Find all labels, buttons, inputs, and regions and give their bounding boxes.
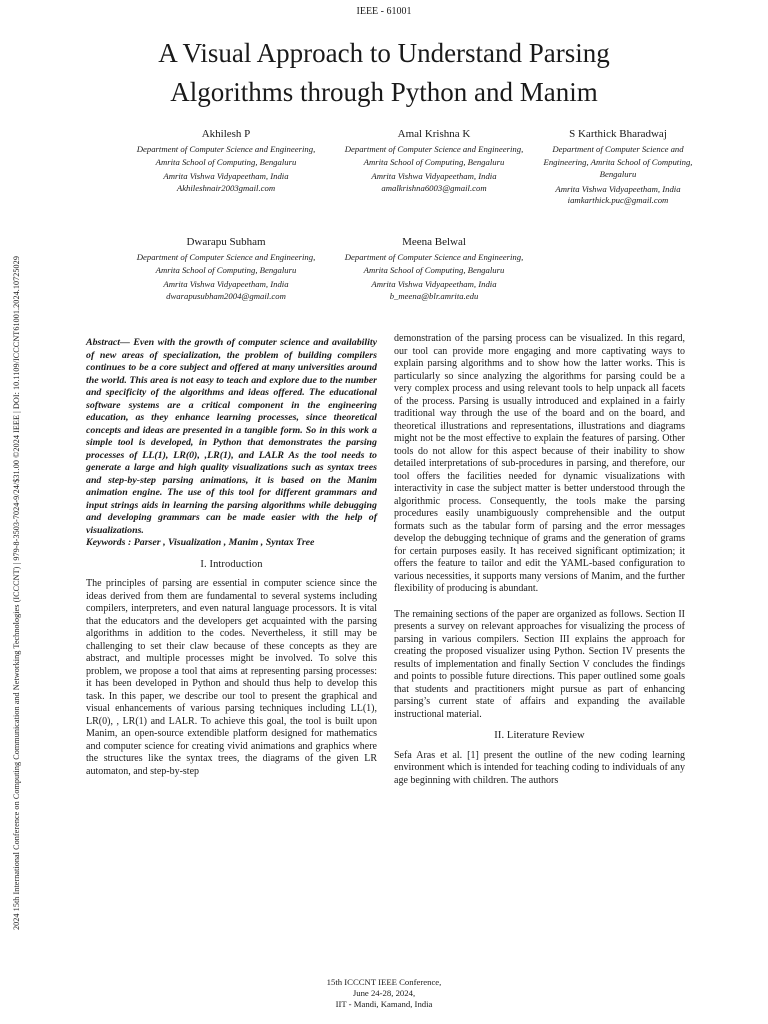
author-affiliation: Department of Computer Science and Engineering, Amrita School of Computing, Bengaluru — [344, 252, 524, 275]
right-column — [394, 333, 685, 787]
author-block — [540, 128, 696, 206]
footer-location: IIT - Mandi, Kamand, India — [335, 999, 433, 1009]
section-heading: I. Introduction — [200, 558, 263, 570]
author-name: Amal Krishna K — [397, 128, 471, 140]
keywords: Keywords : Parser , Visualization , Manim , Syntax Tree — [86, 537, 315, 548]
author-email: Akhileshnair2003gmail.com — [176, 182, 276, 193]
author-institution: Amrita Vishwa Vidyapeetham, India — [371, 279, 497, 289]
paragraph: The principles of parsing are essential in computer science since the ideas derived from them are fundamental to several systems including compilers, interpreters, and even natural language processors. It is vital that the educators and the developers get acquainted with the parsing algorithms in addition to the codes. Nevertheless, it still may be challenging to set their claw because of these concepts as they are abstract, and multiple processes might be involved. To solve this problem, we propose a tool that aims at representing parsing processes: it has been developed in Python and should thus help to develop this task. In this paper, we describe our tool to present the graphical and visual enhancements of various parsing techniques including LL(1), LR(0), , LR(1) and LALR. To achieve this goal, the tool is built upon Manim, an open-source extendible platform designed for mathematics and computer science for creating vivid animations and graphics where the structures like the syntax trees, the diagrams of the given LR automaton, and step-by-step — [86, 578, 377, 777]
author-block — [128, 128, 324, 194]
footer — [0, 977, 768, 1010]
author-block — [336, 236, 532, 302]
author-institution: Amrita Vishwa Vidyapeetham, India — [555, 183, 681, 194]
author-email: amalkrishna6003@gmail.com — [381, 182, 487, 193]
author-email: iamkarthick.puc@gmail.com — [567, 195, 669, 205]
section-heading: II. Literature Review — [494, 730, 585, 741]
author-institution: Amrita Vishwa Vidyapeetham, India — [163, 171, 289, 181]
author-affiliation: Department of Computer Science and Engineering, Amrita School of Computing, Bengaluru — [136, 144, 316, 167]
author-affiliation: Department of Computer Science and Engineering, Amrita School of Computing, Bengaluru — [543, 144, 693, 179]
footer-conference: 15th ICCCNT IEEE Conference, — [326, 977, 442, 987]
author-email: dwarapusubham2004@gmail.com — [166, 290, 286, 301]
abstract: Abstract— Even with the growth of computer science and availability of new areas of specialization, the problem of building compilers continues to be a core subject and offered at many universities around the world. This area is not easy to teach and explore due to the number and specificity of the algorithms and ideas offered. The educational software systems are a critical component in the engineering education, as they enhance learning processes, since theoretical concepts and ideas are presented in a tangible form. So in this work a simple tool is developed, in Python that demonstrates the parsing processes of LL(1), LR(0), ,LR(1), and LALR As the tool needs to generate a large and high quality visualizations such as syntax trees and step-by-step parsing animations, it is based on the Manim animation engine. The use of this tool for different grammars and input strings aids in learning the parsing algorithms while debugging and developing grammars can be made easier with the help of visualizations. — [86, 337, 377, 536]
author-name: Dwarapu Subham — [186, 236, 266, 248]
author-institution: Amrita Vishwa Vidyapeetham, India — [163, 279, 289, 289]
author-affiliation: Department of Computer Science and Engineering, Amrita School of Computing, Bengaluru — [136, 252, 316, 275]
side-note: 2024 15th International Conference on Computing Communication and Networking Technologies (ICCCNT) | 979-8-3503-7024-9/24/$31.00 ©2024 IEEE | DOI: 10.1109/ICCCNT61001.2024.10725029 — [12, 256, 21, 930]
author-name: S Karthick Bharadwaj — [569, 128, 667, 140]
author-name: Akhilesh P — [201, 128, 251, 140]
author-block — [128, 236, 324, 302]
paragraph: Sefa Aras et al. [1] present the outline of the new coding learning environment which is intended for teaching coding to individuals of any age beginning with children. The authors — [394, 749, 685, 786]
left-column — [86, 337, 377, 778]
author-name: Meena Belwal — [402, 236, 466, 248]
author-institution: Amrita Vishwa Vidyapeetham, India — [371, 171, 497, 181]
footer-dates: June 24-28, 2024, — [352, 988, 416, 998]
author-affiliation: Department of Computer Science and Engineering, Amrita School of Computing, Bengaluru — [344, 144, 524, 167]
paper-title: A Visual Approach to Understand Parsing Algorithms through Python and Manim — [158, 38, 610, 107]
author-email: b_meena@blr.amrita.edu — [389, 290, 479, 301]
author-block — [336, 128, 532, 194]
paragraph: The remaining sections of the paper are organized as follows. Section II presents a survey on relevant approaches for visualizing the process of parsing in various compilers. Section III explains the approach for creating the proposed visualizer using Python. Section IV presents the results of implementation and finally Section V concludes the findings and points to possible future directions. This paper outlined some goals that students and practitioners might pursue as part of enhancing parsing’s current state of affairs and expanding the available instructional material. — [394, 608, 685, 720]
paragraph: demonstration of the parsing process can be visualized. In this regard, our tool can provide more engaging and more captivating ways to explain parsing algorithms and to show how the latter works. This is particularly so since analyzing the algorithms for parsing could be a very complex process and using relevant tools to help unpack all facets of the process. Parsing is usually introduced and explained in a fairly traditional way through the use of the board and on the board, and theoretical illustrations and representations, illustrations and diagrams might not be the most effective to explain the features of parsing. Other tools do not allow for this aspect because of their inability to show detailed interpretations of sub-procedures in parsing, and therefore, our tool offers the facilities needed for dynamic visualizations with interactivity in case the subject matter is better understood through the algorithmic process. Consequently, the tools make the parsing procedures easily unambiguously comprehensible and the output formats such as the tabular form of parsing and the error messages develop the debugging technique of grams and the generation of grams for certain purposes easily. It has received significant optimization; it offers the feature to tailor and edit the YAML-based configuration to various necessities, it supports many versions of Manim, and the further flexibility of producing is abundant. — [394, 333, 685, 594]
header-tag: IEEE - 61001 — [356, 6, 412, 17]
